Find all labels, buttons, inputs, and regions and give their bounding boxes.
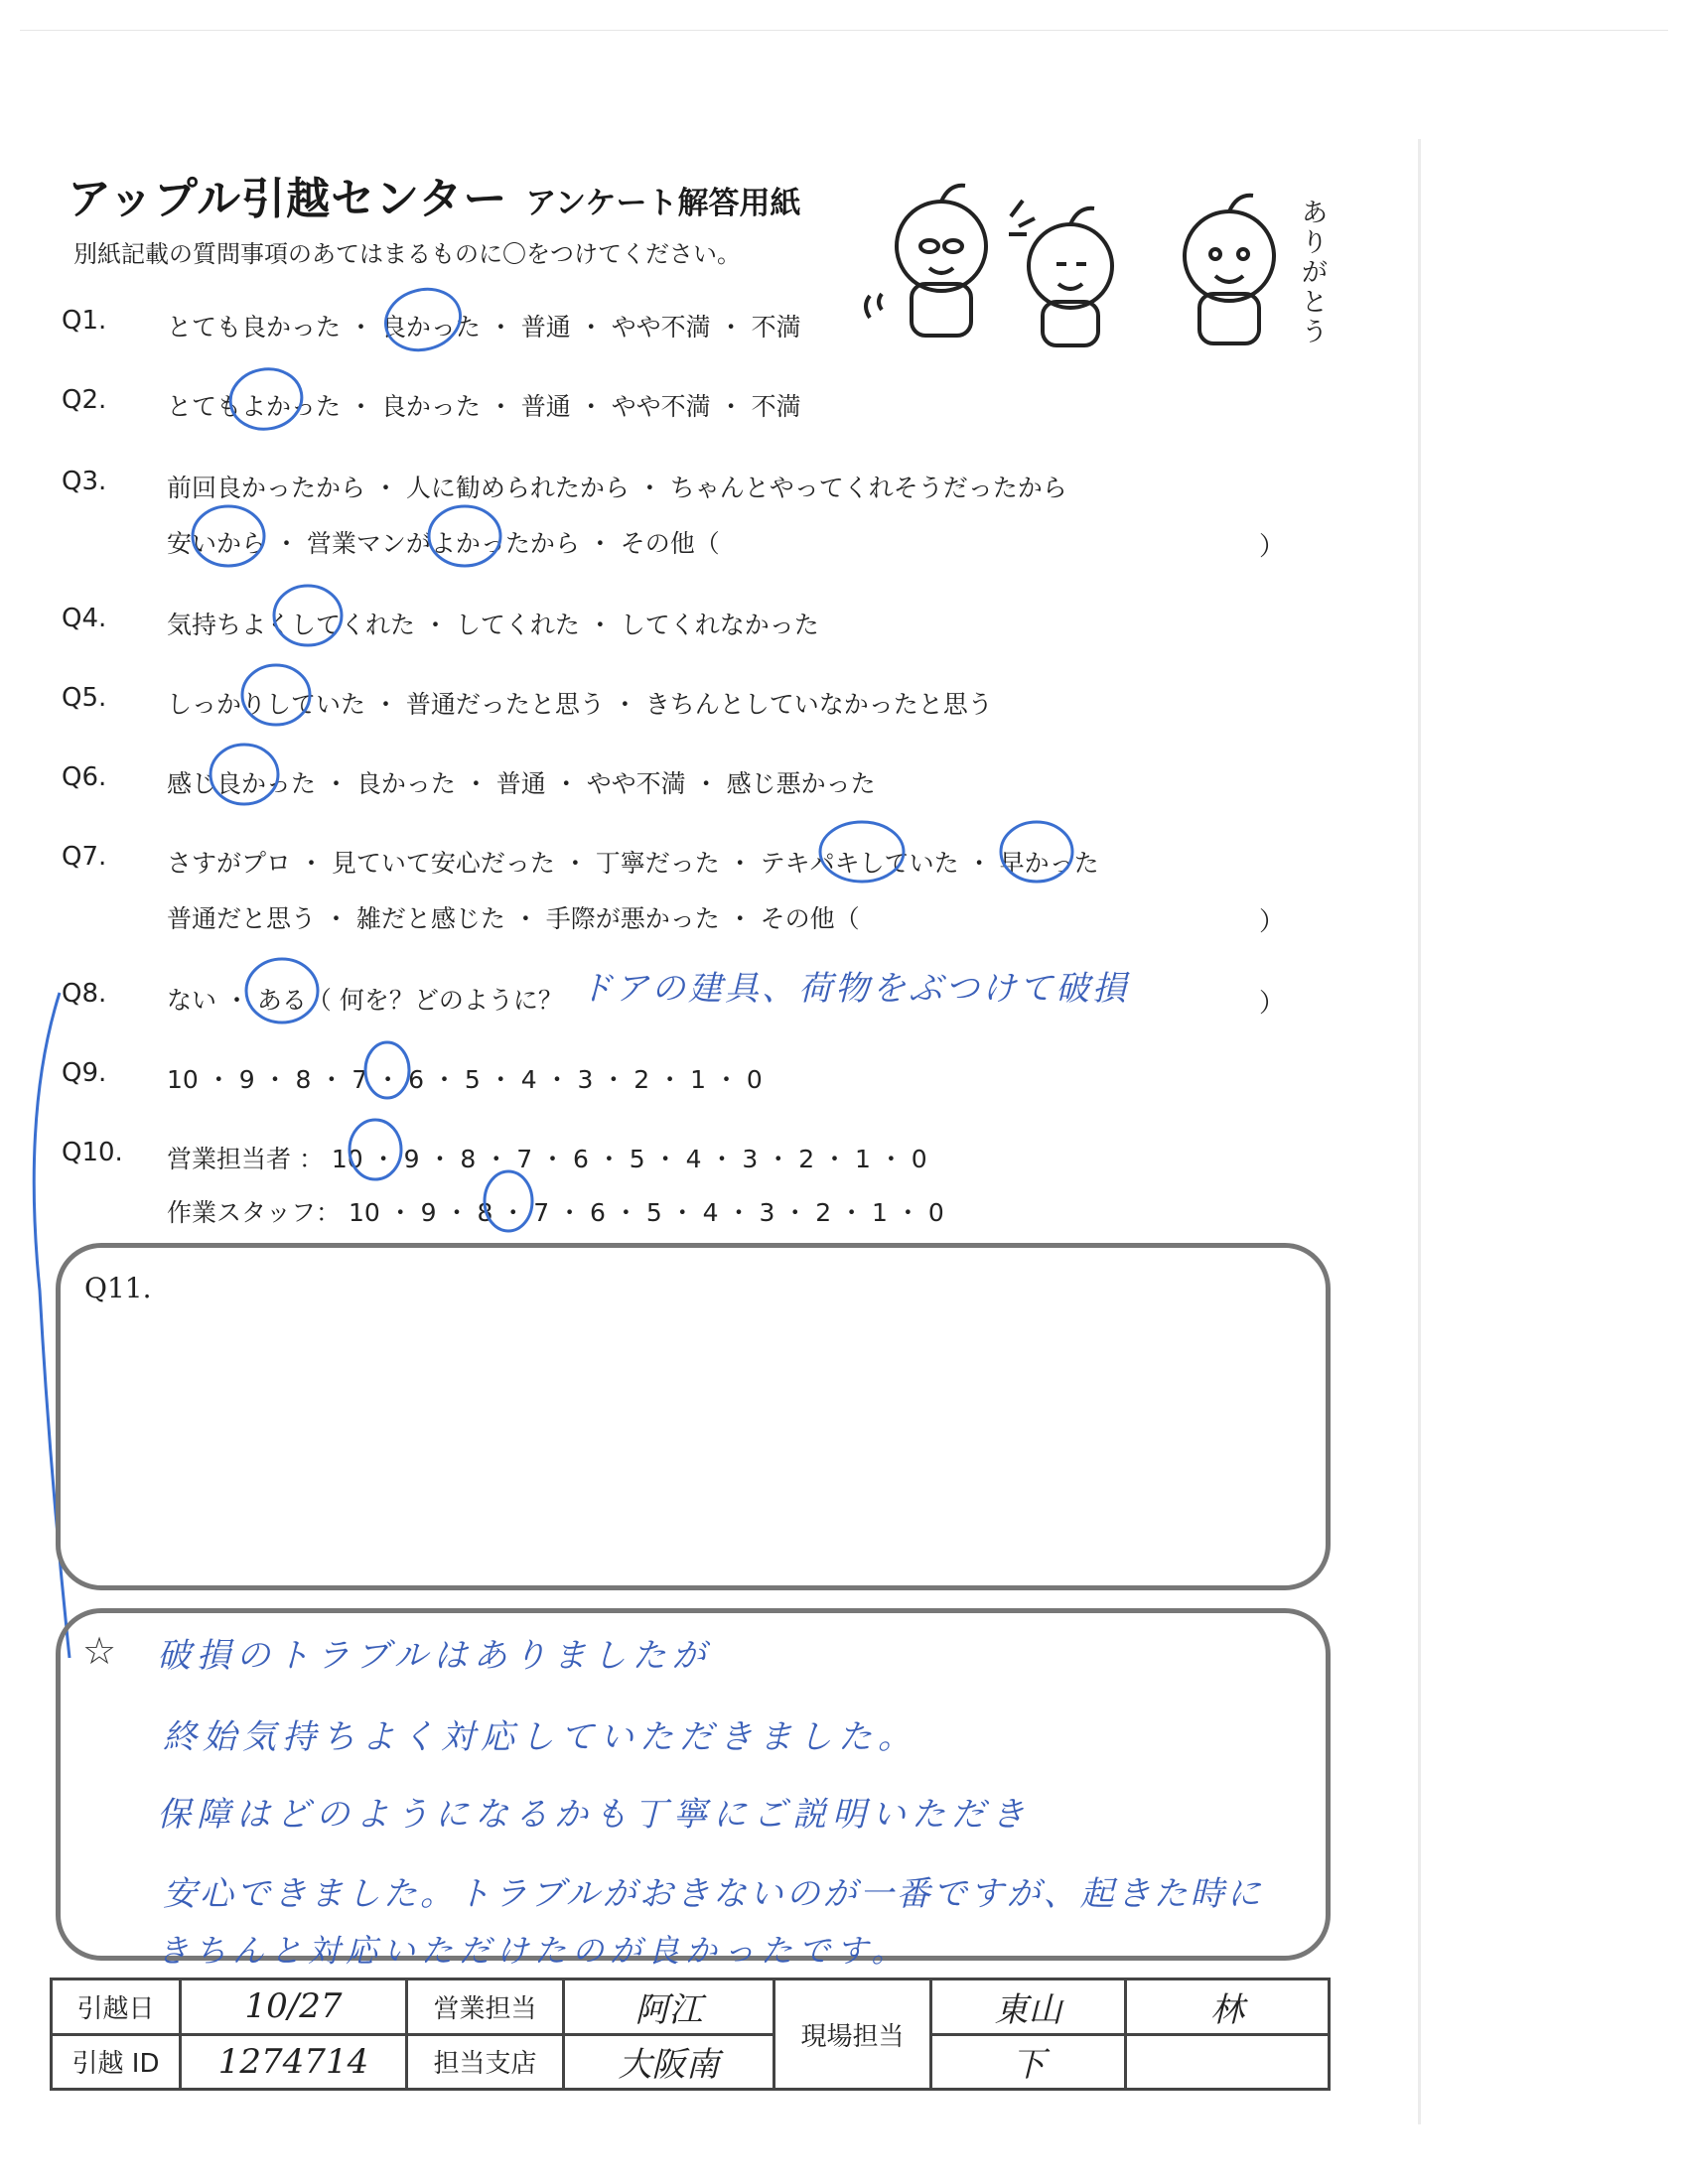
move-id-value: 1274714 [181, 2034, 407, 2090]
comment-line: 保障はどのようになるかも丁寧にご説明いただき [157, 1795, 1031, 1835]
question-options[interactable]: ない ・ ある（ 何を？どのように？ [167, 986, 563, 1015]
q11-free-text-box[interactable] [56, 1243, 1331, 1590]
branch-label: 担当支店 [407, 2034, 564, 2090]
branch-value: 大阪南 [564, 2034, 774, 2090]
move-date-value: 10/27 [181, 1979, 407, 2035]
move-date-label: 引越日 [52, 1979, 181, 2035]
question-label: Q6. [62, 762, 107, 792]
close-paren: ） [1259, 989, 1286, 1019]
question-label: Q10. [62, 1138, 123, 1167]
question-label: Q4. [62, 604, 107, 633]
comment-line: 終始気持ちよく対応していただきました。 [163, 1717, 917, 1757]
question-label: Q5. [62, 683, 107, 713]
close-paren: ） [1259, 532, 1286, 562]
question-label: Q2. [62, 385, 107, 415]
form-title: アンケート解答用紙 [525, 186, 801, 221]
site-value-empty [1126, 2034, 1330, 2090]
question-options[interactable]: 気持ちよくしてくれた ・ してくれた ・ してくれなかった [167, 611, 819, 639]
site-label: 現場担当 [774, 1979, 931, 2090]
q8-handwritten-answer: ドアの建具、荷物をぶつけて破損 [579, 969, 1129, 1009]
question-options-line2[interactable]: 作業スタッフ： 10 ・ 9 ・ 8 ・ 7 ・ 6 ・ 5 ・ 4 ・ 3 ・ 2 ・ 1 ・ 0 [167, 1198, 944, 1227]
site-value-3: 下 [931, 2034, 1126, 2090]
question-options[interactable]: とてもよかった ・ 良かった ・ 普通 ・ やや不満 ・ 不満 [167, 392, 801, 421]
question-options[interactable]: 感じ良かった ・ 良かった ・ 普通 ・ やや不満 ・ 感じ悪かった [167, 769, 876, 798]
footer-info-table [50, 1978, 1331, 2091]
instruction-text: 別紙記載の質問事項のあてはまるものに〇をつけてください。 [73, 240, 741, 268]
question-label: Q8. [62, 979, 107, 1009]
star-icon: ☆ [82, 1629, 117, 1673]
question-label: Q7. [62, 842, 107, 872]
sales-label: 営業担当 [407, 1979, 564, 2035]
question-label: Q1. [62, 306, 107, 336]
comment-line: 破損のトラブルはありましたが [157, 1636, 712, 1676]
question-options-line2[interactable]: 安いから ・ 営業マンがよかったから ・ その他（ [167, 529, 720, 558]
site-value-2: 林 [1126, 1979, 1330, 2035]
question-label: Q3. [62, 467, 107, 496]
question-options[interactable]: さすがプロ ・ 見ていて安心だった ・ 丁寧だった ・ テキパキしていた ・ 早かった [167, 849, 1099, 878]
comment-line: 安心できました。トラブルがおきないのが一番ですが、起きた時に [163, 1874, 1264, 1914]
site-value-1: 東山 [931, 1979, 1126, 2035]
close-paren: ） [1259, 907, 1286, 937]
question-options[interactable]: 前回良かったから ・ 人に勧められたから ・ ちゃんとやってくれそうだったから [167, 474, 1067, 502]
thanks-text: ありがとう [1301, 199, 1328, 347]
question-options[interactable]: 営業担当者 ： 10 ・ 9 ・ 8 ・ 7 ・ 6 ・ 5 ・ 4 ・ 3 ・ 2 ・ 1 ・ 0 [167, 1145, 927, 1173]
move-id-label: 引越 ID [52, 2034, 181, 2090]
question-options[interactable]: しっかりしていた ・ 普通だったと思う ・ きちんとしていなかったと思う [167, 690, 993, 719]
question-label: Q9. [62, 1058, 107, 1088]
sales-value: 阿江 [564, 1979, 774, 2035]
comment-line: きちんと対応いただけたのが良かったです。 [157, 1932, 910, 1970]
question-options[interactable]: 10 ・ 9 ・ 8 ・ 7 ・ 6 ・ 5 ・ 4 ・ 3 ・ 2 ・ 1 ・ 0 [167, 1065, 763, 1094]
question-options-line2[interactable]: 普通だと思う ・ 雑だと感じた ・ 手際が悪かった ・ その他（ [167, 904, 860, 933]
q11-label: Q11. [84, 1272, 152, 1304]
question-options[interactable]: とても良かった ・ 良かった ・ 普通 ・ やや不満 ・ 不満 [167, 313, 801, 341]
company-name: アップル引越センター [68, 174, 508, 224]
